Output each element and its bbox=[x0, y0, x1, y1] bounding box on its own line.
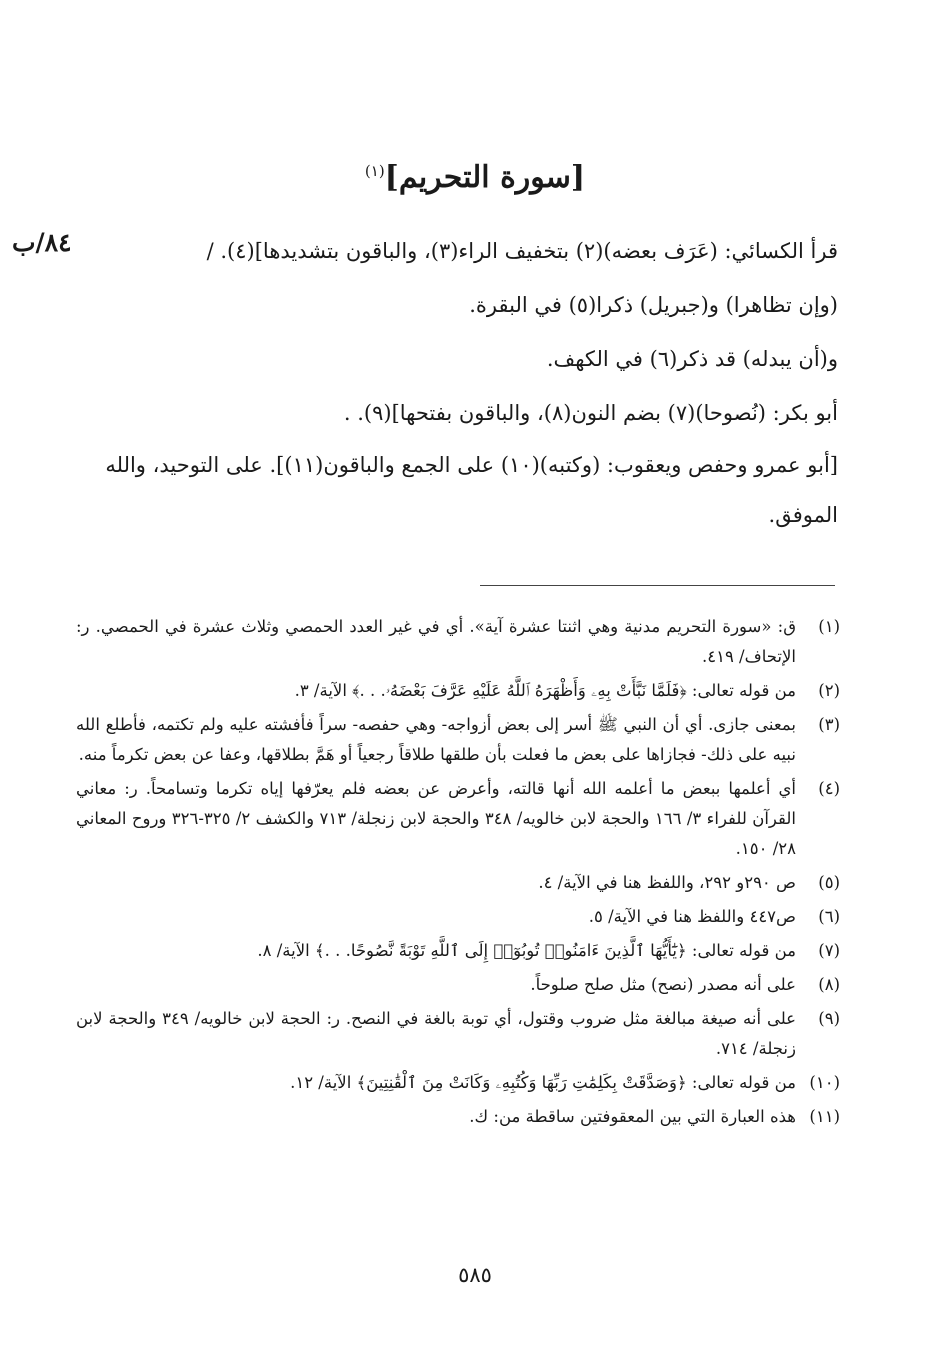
body-line: أبو بكر: (نُصوحا)(٧) بضم النون(٨)، والباقون بفتحها](٩). . bbox=[343, 401, 838, 425]
footnotes bbox=[76, 612, 840, 1136]
footnote bbox=[76, 1004, 840, 1064]
footnote-text: أي أعلمها ببعض ما أعلمه الله أنها قالته، وأعرض عن بعضه فلم يعرّفها إياه تكرما وتسامحاً. ر: معاني القرآن للفراء ٣/ ١٦٦ والحجة لابن خالويه/ ٣٤٨ والحجة لابن زنجلة/ ٧١٣ والكشف ٢/ ٣٢٥-٣٢٦ وروح المعاني ٢٨/ ١٥٠. bbox=[76, 779, 796, 858]
footnote-text: على أنه مصدر (نصح) مثل صلح صلوحاً. bbox=[530, 975, 796, 994]
footnote-text: من قوله تعالى: ﴿فَلَمَّا نَبَّأَتْ بِهِۦ وَأَظْهَرَهُ ٱللَّهُ عَلَيْهِ عَرَّفَ بَعْضَهُۥ. . .﴾ الآية/ ٣. bbox=[294, 681, 796, 700]
footnote bbox=[76, 774, 840, 864]
body-line: و(أن يبدله) قد ذكر(٦) في الكهف. bbox=[546, 347, 838, 371]
footnote-number: (١١) bbox=[809, 1107, 840, 1126]
footnote bbox=[76, 970, 840, 1000]
footnote-divider bbox=[480, 585, 835, 586]
title-footnote-marker: (١) bbox=[364, 162, 385, 180]
surah-title-text: [سورة التحريم] bbox=[384, 160, 586, 195]
footnote-text: من قوله تعالى: ﴿وَصَدَّقَتْ بِكَلِمَٰتِ رَبِّهَا وَكُتُبِهِۦ وَكَانَتْ مِنَ ٱلْقَٰنِتِينَ﴾ الآية/ ١٢. bbox=[290, 1073, 796, 1092]
footnote-text: ص ٢٩٠و ٢٩٢، واللفظ هنا في الآية/ ٤. bbox=[538, 873, 796, 892]
footnote-text: هذه العبارة التي بين المعقوفتين ساقطة من: ك. bbox=[469, 1107, 796, 1126]
surah-title bbox=[0, 160, 950, 195]
footnote-number: (٧) bbox=[818, 941, 840, 960]
footnote-number: (٢) bbox=[818, 681, 840, 700]
body-line: قرأ الكسائي: (عَرَف بعضه)(٢) بتخفيف الراء(٣)، والباقون بتشديدها](٤). / bbox=[206, 239, 838, 263]
manuscript-folio-marker: ٨٤/ب bbox=[12, 228, 72, 257]
footnote-number: (٥) bbox=[818, 873, 840, 892]
footnote-text: من قوله تعالى: ﴿يَٰٓأَيُّهَا ٱلَّذِينَ ءَامَنُوا۟ تُوبُوٓا۟ إِلَى ٱللَّهِ تَوْبَةً نَّصُوحًا. . .﴾ الآية/ ٨. bbox=[257, 941, 796, 960]
page-number: ٥٨٥ bbox=[458, 1263, 492, 1287]
footnote-text: ق: «سورة التحريم مدنية وهي اثنتا عشرة آية». أي في غير العدد الحمصي وثلاث عشرة في الحمصي. ر: الإتحاف/ ٤١٩. bbox=[76, 617, 796, 666]
footnote-number: (٦) bbox=[818, 907, 840, 926]
footnote bbox=[76, 676, 840, 706]
footnote-number: (١) bbox=[818, 617, 840, 636]
main-text bbox=[98, 224, 838, 540]
footnote-text: بمعنى جازى. أي أن النبي ﷺ أسر إلى بعض أزواجه- وهي حفصه- سراً فأفشته عليه ولم تكتمه، فأطلع الله نبيه على ذلك- فجازاها على بعض ما فعلت بأن طلقها طلاقاً رجعياً أو هَمَّ بطلاقها، وعفا عن بعض تكرماً منه. bbox=[76, 715, 796, 764]
footnote bbox=[76, 1102, 840, 1132]
footnote bbox=[76, 1068, 840, 1098]
footnote-number: (٣) bbox=[818, 715, 840, 734]
footnote bbox=[76, 612, 840, 672]
footnote-text: على أنه صيغة مبالغة مثل ضروب وقتول، أي توبة بالغة في النصح. ر: الحجة لابن خالويه/ ٣٤٩ والحجة لابن زنجلة/ ٧١٤. bbox=[76, 1009, 796, 1058]
footnote bbox=[76, 936, 840, 966]
body-line: (وإن تظاهرا) و(جبريل) ذكرا(٥) في البقرة. bbox=[469, 293, 838, 317]
footnote-number: (٩) bbox=[818, 1009, 840, 1028]
footnote-text: ص٤٤٧ واللفظ هنا في الآية/ ٥. bbox=[588, 907, 796, 926]
footnote bbox=[76, 902, 840, 932]
footnote bbox=[76, 710, 840, 770]
footnote bbox=[76, 868, 840, 898]
body-line: [أبو عمرو وحفص ويعقوب: (وكتبه)(١٠) على الجمع والباقون(١١)]. على التوحيد، والله الموفق. bbox=[105, 453, 838, 527]
footnote-number: (٨) bbox=[818, 975, 840, 994]
footnote-number: (٤) bbox=[818, 779, 840, 798]
footnote-number: (١٠) bbox=[809, 1073, 840, 1092]
